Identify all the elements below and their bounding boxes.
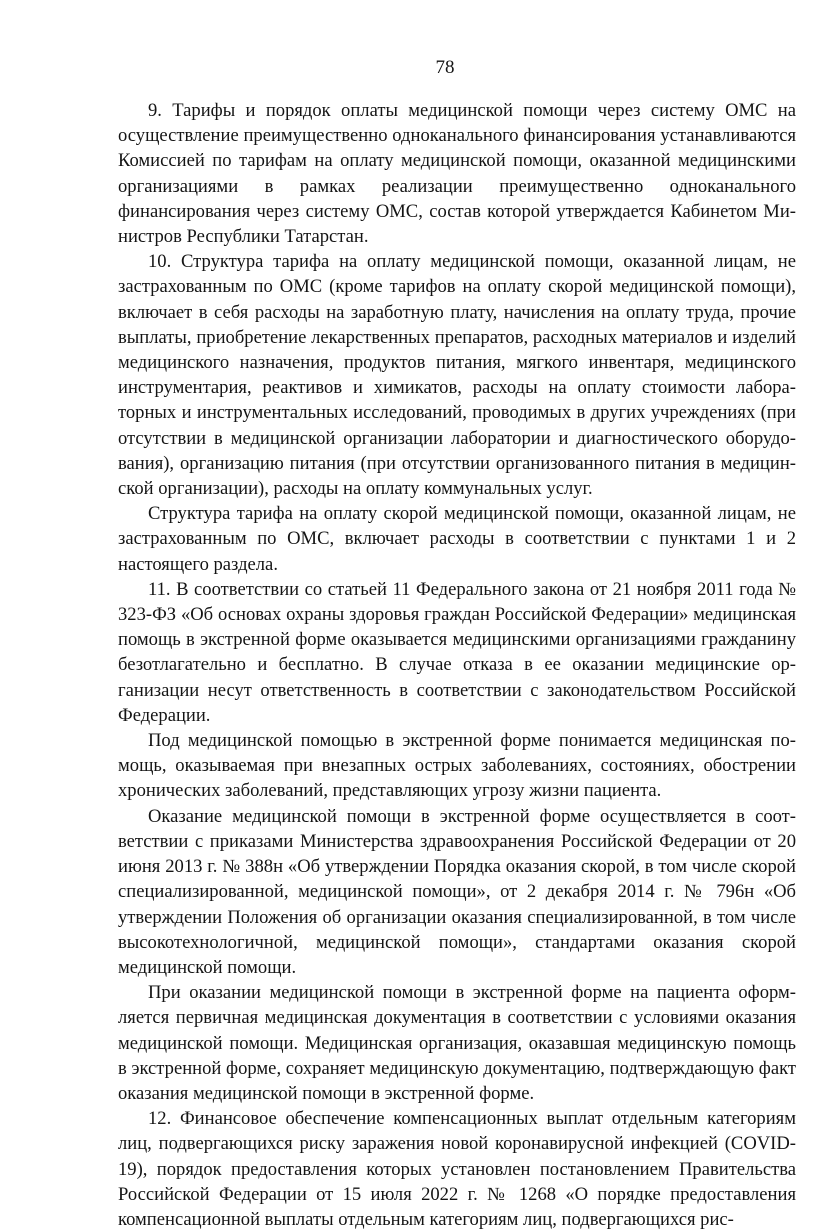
page-number: 78 <box>435 57 455 78</box>
paragraph-item-12: 12. Финансовое обеспечение компенсационных выплат отдельным категориям лиц, подвергающихся риску заражения новой коронавирусной инфекцией (COVID-19), порядок предоставления которых установлен постановлением Правительства Российской Федерации от 15 июля 2022 г. № 1268 «О порядке предоставления компенсационной выплаты отдельным категориям лиц, подвергающихся рис- <box>118 1108 796 1230</box>
paragraph-item-10: 10. Структура тарифа на оплату медицинской помощи, оказанной лицам, не застрахованным по ОМС (кроме тарифов на оплату скорой медицинской помощи), включает в себя расходы на заработную плату, начисления на оплату труда, прочие выплаты, приобретение лекарственных препаратов, расходных материалов и изделий медицинского назначения, продуктов питания, мягкого инвентаря, медицинского инструментария, реактивов и химикатов, расходы на оплату стоимости лабораторных и инструментальных исследований, проводимых в других учреждениях (при отсутствии в медицинской организации лаборатории и диагностического оборудования), организацию питания (при отсутствии организованного питания в медицинской организации), расходы на оплату коммунальных услуг. <box>118 251 796 500</box>
paragraph-ambulance-tariff: Структура тарифа на оплату скорой медицинской помощи, оказанной лицам, не застрахованным по ОМС, включает расходы в соответствии с пунктами 1 и 2 настоящего раздела. <box>118 503 796 575</box>
paragraph-emergency-documentation: При оказании медицинской помощи в экстренной форме на пациента оформляется первичная медицинская документация в соответствии с условиями оказания медицинской помощи. Медицинская организация, оказавшая медицинскую помощь в экстренной форме, сохраняет медицинскую документацию, подтверждающую факт оказания медицинской помощи в экстренной форме. <box>118 982 796 1104</box>
paragraph-emergency-definition: Под медицинской помощью в экстренной форме понимается медицинская помощь, оказываемая при внезапных острых заболеваниях, состояниях, обострении хронических заболеваний, представляющих угрозу жизни пациента. <box>118 730 796 802</box>
paragraph-item-9: 9. Тарифы и порядок оплаты медицинской помощи через систему ОМС на осуществление преимущественно одноканального финансирования устанавливаются Комиссией по тарифам на оплату медицинской помощи, оказанной медицинскими организациями в рамках реализации преимущественно одноканального финансирования через систему ОМС, состав которой утверждается Кабинетом Министров Республики Татарстан. <box>118 100 796 248</box>
paragraph-item-11: 11. В соответствии со статьей 11 Федерального закона от 21 ноября 2011 года № 323-ФЗ «Об основах охраны здоровья граждан Российской Федерации» медицинская помощь в экстренной форме оказывается медицинскими организациями гражданину безотлагательно и бесплатно. В случае отказа в ее оказании медицинские организации несут ответственность в соответствии с законодательством Российской Федерации. <box>118 578 796 726</box>
document-body <box>118 98 796 1232</box>
paragraph-emergency-orders: Оказание медицинской помощи в экстренной форме осуществляется в соответствии с приказами Министерства здравоохранения Российской Федерации от 20 июня 2013 г. № 388н «Об утверждении Порядка оказания скорой, в том числе скорой специализированной, медицинской помощи», от 2 декабря 2014 г. № 796н «Об утверждении Положения об организации оказания специализированной, в том числе высокотехнологичной, медицинской помощи», стандартами оказания скорой медицинской помощи. <box>118 805 796 978</box>
